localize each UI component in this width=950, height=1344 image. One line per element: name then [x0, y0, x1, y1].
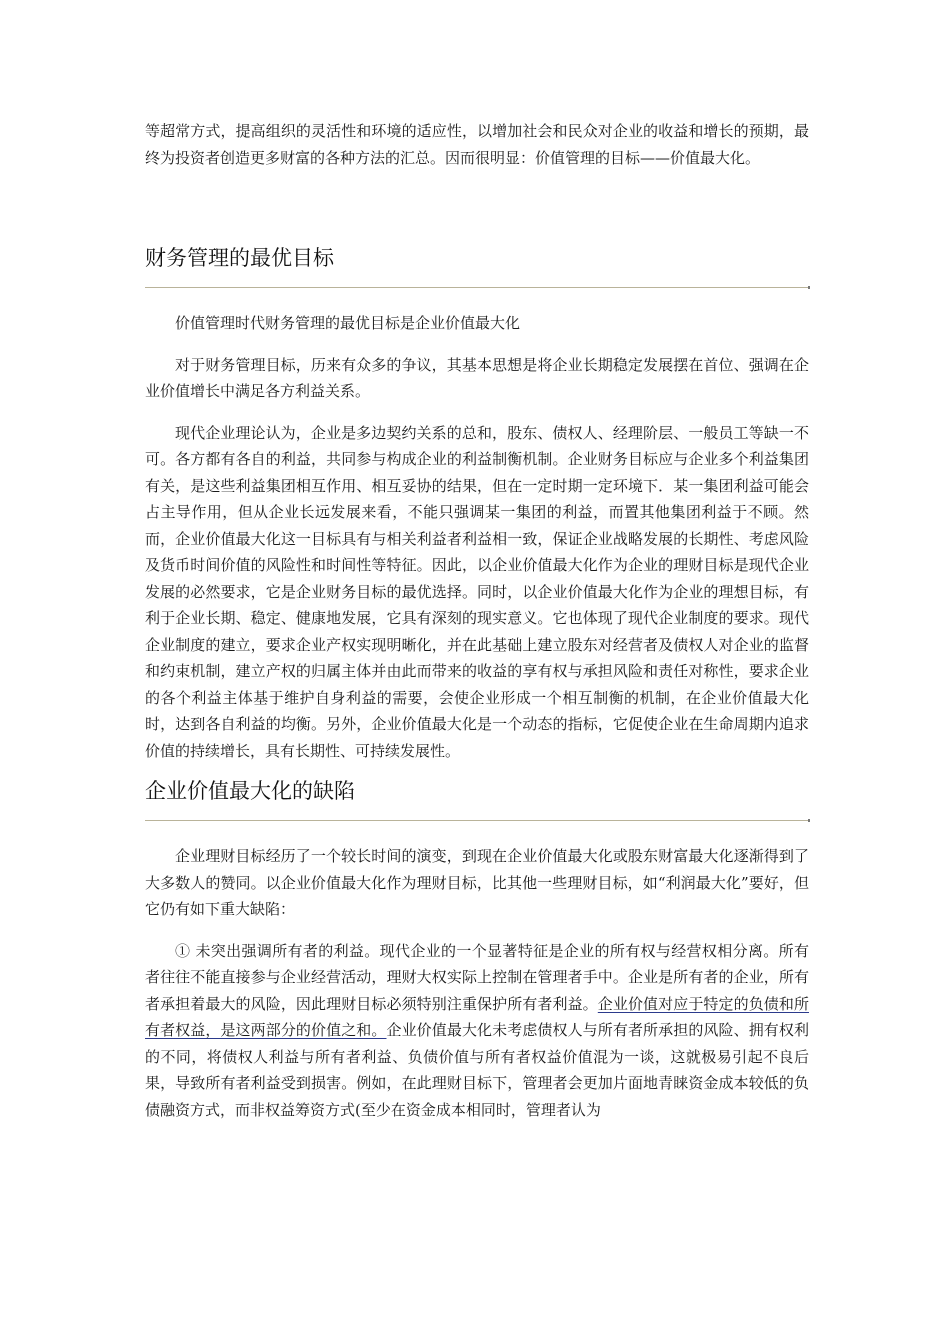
- section-divider: [145, 287, 809, 288]
- paragraph-thesis: 价值管理时代财务管理的最优目标是企业价值最大化: [175, 314, 521, 332]
- document-page: [145, 118, 809, 1123]
- underlined-text: 企业价值对应于特定的负债和所有者权益，是这两部分的价值之和。: [145, 994, 809, 1039]
- paragraph-modern-theory: 现代企业理论认为，企业是多边契约关系的总和，股东、债权人、经理阶层、一般员工等缺一不可。各方都有各自的利益，共同参与构成企业的利益制衡机制。企业财务目标应与企业多个利益集团有关，是这些利益集团相互作用、相互妥协的结果，但在一定时期一定环境下．某一集团利益可能会占主导作用，但从企业长远发展来看，不能只强调某一集团的利益，而置其他集团利益于不顾。然而，企业价值最大化这一目标具有与相关利益者利益相一致，保证企业战略发展的长期性、考虑风险及货币时间价值的风险性和时间性等特征。因此，以企业价值最大化作为企业的理财目标是现代企业发展的必然要求，它是企业财务目标的最优选择。同时，以企业价值最大化作为企业的理想目标，有利于企业长期、稳定、健康地发展，它具有深刻的现实意义。它也体现了现代企业制度的要求。现代企业制度的建立，要求企业产权实现明晰化，并在此基础上建立股东对经营者及债权人对企业的监督和约束机制，建立产权的归属主体并由此而带来的收益的享有权与承担风险和责任对称性，要求企业的各个利益主体基于维护自身利益的需要，会使企业形成一个相互制衡的机制，在企业价值最大化时，达到各自利益的均衡。另外，企业价值最大化是一个动态的指标，它促使企业在生命周期内追求价值的持续增长，具有长期性、可持续发展性。: [145, 423, 809, 760]
- defect-one-text-continued: 企业价值最大化未考虑债权人与所有者所承担的风险、拥有权利的不同，将债权人利益与所有者利益、负债价值与所有者权益价值混为一谈，这就极易引起不良后果，导致所有者利益受到损害。例如，在此理财目标下，管理者会更加片面地青睐资金成本较低的负债融资方式，而非权益筹资方式(至少在资金成本相同时，管理者认为: [145, 1021, 809, 1119]
- section-heading-defects: 企业价值最大化的缺陷: [145, 779, 355, 803]
- intro-paragraph: 等超常方式，提高组织的灵活性和环境的适应性，以增加社会和民众对企业的收益和增长的预期，最终为投资者创造更多财富的各种方法的汇总。因而很明显：价值管理的目标——价值最大化。: [145, 122, 809, 167]
- defect-one-text: ① 未突出强调所有者的利益。现代企业的一个显著特征是企业的所有权与经营权相分离。所有者往往不能直接参与企业经营活动，理财大权实际上控制在管理者手中。企业是所有者的企业，所有者承担着最大的风险，因此理财目标必须特别注重保护所有者利益。: [145, 941, 809, 1013]
- paragraph-evolution: 企业理财目标经历了一个较长时间的演变，到现在企业价值最大化或股东财富最大化逐渐得到了大多数人的赞同。以企业价值最大化作为理财目标，比其他一些理财目标，如“利润最大化”要好，但它仍有如下重大缺陷：: [145, 847, 809, 918]
- section-heading-optimal-goal: 财务管理的最优目标: [145, 246, 334, 270]
- paragraph-defect-one: [145, 938, 809, 1124]
- paragraph-controversy: 对于财务管理目标，历来有众多的争议，其基本思想是将企业长期稳定发展摆在首位、强调在企业价值增长中满足各方利益关系。: [145, 355, 809, 400]
- section-divider: [145, 820, 809, 821]
